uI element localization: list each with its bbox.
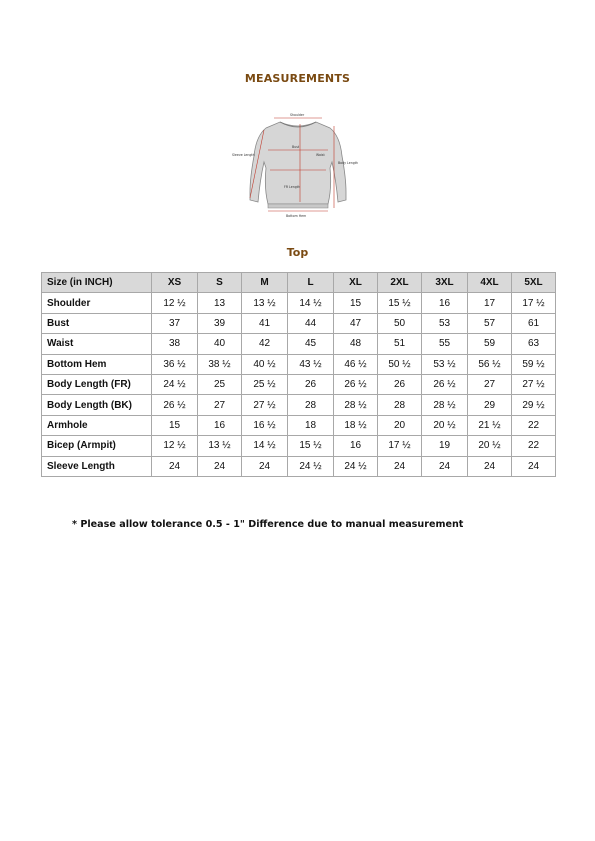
measurement-cell: 40: [198, 334, 242, 354]
measurement-cell: 61: [512, 313, 556, 333]
measurement-cell: 22: [512, 415, 556, 435]
measurement-cell: 22: [512, 436, 556, 456]
measurement-cell: 36 ½: [152, 354, 198, 374]
measurement-cell: 18 ½: [334, 415, 378, 435]
measurement-cell: 20 ½: [422, 415, 468, 435]
header-cell: 5XL: [512, 273, 556, 293]
measurement-cell: 12 ½: [152, 436, 198, 456]
row-label: Bicep (Armpit): [42, 436, 152, 456]
measurement-cell: 24: [468, 456, 512, 476]
table-row: [42, 456, 556, 476]
header-cell: M: [242, 273, 288, 293]
row-label: Body Length (BK): [42, 395, 152, 415]
measurement-cell: 39: [198, 313, 242, 333]
header-cell: Size (in INCH): [42, 273, 152, 293]
measurement-cell: 24: [198, 456, 242, 476]
table-row: [42, 313, 556, 333]
row-label: Shoulder: [42, 293, 152, 313]
diagram-label-shoulder: Shoulder: [290, 113, 305, 117]
row-label: Sleeve Length: [42, 456, 152, 476]
measurement-cell: 59: [468, 334, 512, 354]
header-cell: XL: [334, 273, 378, 293]
measurement-cell: 44: [288, 313, 334, 333]
measurement-cell: 50 ½: [378, 354, 422, 374]
diagram-label-waist: Waist: [316, 153, 325, 157]
measurement-cell: 27 ½: [512, 374, 556, 394]
measurement-cell: 47: [334, 313, 378, 333]
measurement-cell: 27: [198, 395, 242, 415]
measurement-cell: 24: [422, 456, 468, 476]
header-cell: S: [198, 273, 242, 293]
measurement-cell: 15 ½: [378, 293, 422, 313]
header-cell: 4XL: [468, 273, 512, 293]
row-label: Body Length (FR): [42, 374, 152, 394]
measurement-cell: 42: [242, 334, 288, 354]
measurement-cell: 12 ½: [152, 293, 198, 313]
measurement-cell: 57: [468, 313, 512, 333]
measurement-cell: 18: [288, 415, 334, 435]
measurement-cell: 26 ½: [422, 374, 468, 394]
row-label: Bust: [42, 313, 152, 333]
measurement-cell: 20 ½: [468, 436, 512, 456]
measurement-cell: 53 ½: [422, 354, 468, 374]
measurement-cell: 21 ½: [468, 415, 512, 435]
measurement-cell: 59 ½: [512, 354, 556, 374]
measurement-cell: 26 ½: [334, 374, 378, 394]
measurement-cell: 27 ½: [242, 395, 288, 415]
measurement-cell: 13 ½: [198, 436, 242, 456]
tolerance-note: * Please allow tolerance 0.5 - 1" Difference due to manual measurement: [72, 519, 464, 530]
garment-measurement-diagram: [228, 108, 368, 220]
table-row: [42, 334, 556, 354]
measurement-cell: 46 ½: [334, 354, 378, 374]
header-cell: 2XL: [378, 273, 422, 293]
diagram-label-bottom-hem: Bottom Hem: [286, 214, 307, 218]
row-label: Bottom Hem: [42, 354, 152, 374]
measurement-cell: 41: [242, 313, 288, 333]
table-header-row: [42, 273, 556, 293]
header-cell: XS: [152, 273, 198, 293]
measurement-cell: 13 ½: [242, 293, 288, 313]
measurement-cell: 24: [512, 456, 556, 476]
table-row: [42, 395, 556, 415]
measurement-cell: 15 ½: [288, 436, 334, 456]
page-title: MEASUREMENTS: [244, 72, 351, 85]
table-title: Top: [286, 246, 309, 259]
row-label: Armhole: [42, 415, 152, 435]
measurement-cell: 24: [378, 456, 422, 476]
measurement-cell: 29 ½: [512, 395, 556, 415]
table-row: [42, 415, 556, 435]
measurement-cell: 27: [468, 374, 512, 394]
measurement-cell: 38: [152, 334, 198, 354]
sweater-shape: [250, 122, 346, 204]
measurement-cell: 25 ½: [242, 374, 288, 394]
measurement-cell: 24 ½: [334, 456, 378, 476]
measurement-cell: 38 ½: [198, 354, 242, 374]
header-cell: L: [288, 273, 334, 293]
row-label: Waist: [42, 334, 152, 354]
measurement-cell: 15: [152, 415, 198, 435]
measurement-cell: 16: [422, 293, 468, 313]
measurement-cell: 13: [198, 293, 242, 313]
measurement-cell: 28: [378, 395, 422, 415]
measurement-cell: 51: [378, 334, 422, 354]
table-row: [42, 436, 556, 456]
measurement-cell: 53: [422, 313, 468, 333]
measurement-cell: 50: [378, 313, 422, 333]
measurement-cell: 28: [288, 395, 334, 415]
measurement-cell: 16: [334, 436, 378, 456]
measurement-cell: 15: [334, 293, 378, 313]
diagram-label-body-length: Body Length: [338, 161, 359, 165]
measurement-cell: 48: [334, 334, 378, 354]
measurement-cell: 16 ½: [242, 415, 288, 435]
measurement-cell: 40 ½: [242, 354, 288, 374]
measurement-cell: 14 ½: [242, 436, 288, 456]
measurement-cell: 55: [422, 334, 468, 354]
measurement-cell: 56 ½: [468, 354, 512, 374]
measurement-cell: 26 ½: [152, 395, 198, 415]
table-row: [42, 354, 556, 374]
measurement-cell: 14 ½: [288, 293, 334, 313]
measurement-cell: 20: [378, 415, 422, 435]
measurement-cell: 17: [468, 293, 512, 313]
measurement-cell: 17 ½: [512, 293, 556, 313]
measurement-cell: 24: [242, 456, 288, 476]
measurement-cell: 29: [468, 395, 512, 415]
measurement-cell: 63: [512, 334, 556, 354]
measurement-cell: 26: [378, 374, 422, 394]
size-chart-table: [41, 272, 556, 477]
measurement-cell: 24: [152, 456, 198, 476]
measurement-cell: 16: [198, 415, 242, 435]
table-row: [42, 293, 556, 313]
measurement-cell: 26: [288, 374, 334, 394]
measurement-cell: 24 ½: [152, 374, 198, 394]
measurement-cell: 37: [152, 313, 198, 333]
measurement-cell: 19: [422, 436, 468, 456]
measurement-cell: 28 ½: [422, 395, 468, 415]
diagram-label-fr-length: FR Length: [284, 185, 301, 189]
measurement-cell: 24 ½: [288, 456, 334, 476]
header-cell: 3XL: [422, 273, 468, 293]
diagram-label-sleeve-length: Sleeve Length: [232, 153, 255, 157]
table-row: [42, 374, 556, 394]
measurement-cell: 25: [198, 374, 242, 394]
measurement-cell: 28 ½: [334, 395, 378, 415]
measurement-cell: 17 ½: [378, 436, 422, 456]
measurement-cell: 45: [288, 334, 334, 354]
measurement-cell: 43 ½: [288, 354, 334, 374]
diagram-label-bust: Bust: [292, 145, 300, 149]
